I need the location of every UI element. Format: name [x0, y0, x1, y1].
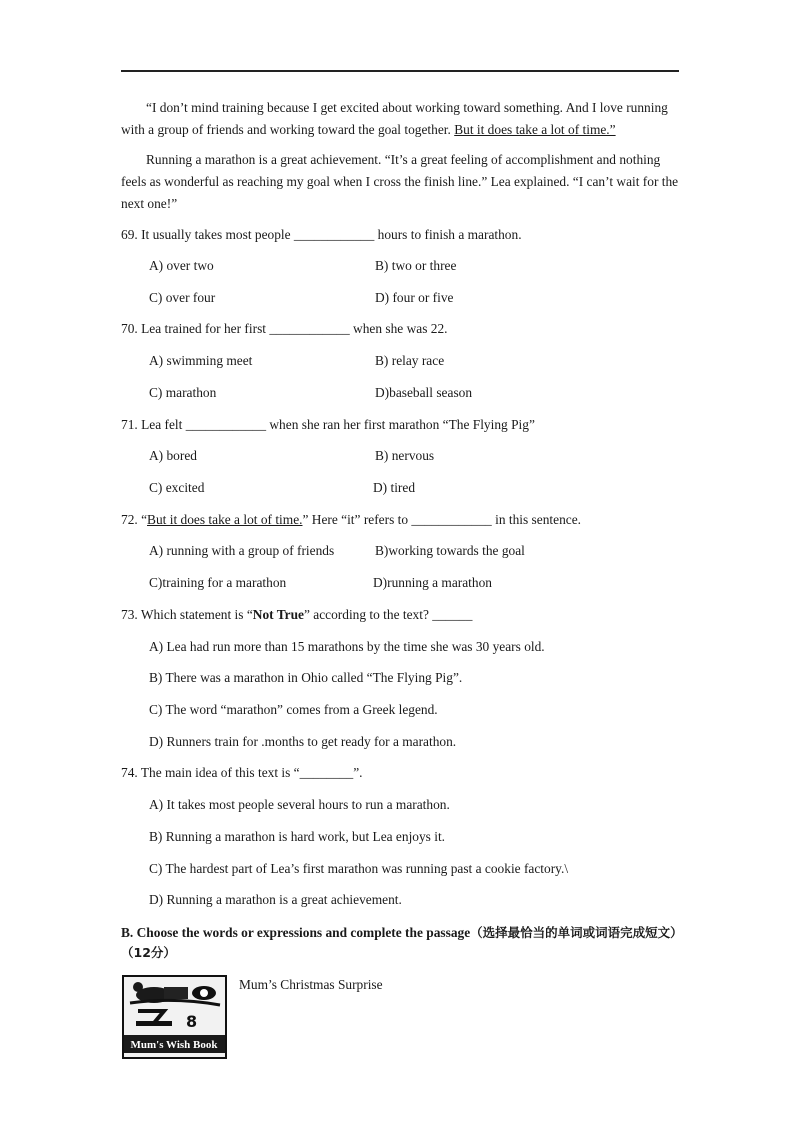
question-72-option-c[interactable]: C)training for a marathon — [149, 575, 287, 590]
question-73-option-d[interactable]: D) Runners train for .months to get ready for a marathon. — [149, 734, 457, 749]
question-72-stem: 72. “But it does take a lot of time.” Here “it” refers to ____________ in this sentence. — [121, 512, 581, 527]
question-70-option-c[interactable]: C) marathon — [149, 385, 217, 400]
question-74-option-c[interactable]: C) The hardest part of Lea’s first marathon was running past a cookie factory.\ — [149, 861, 569, 876]
question-69-option-b[interactable]: B) two or three — [375, 258, 457, 273]
question-70-option-a[interactable]: A) swimming meet — [149, 353, 253, 368]
quoted-underlined-sentence: But it does take a lot of time. — [147, 512, 303, 527]
underlined-sentence: But it does take a lot of time.” — [454, 122, 616, 137]
question-71-option-b[interactable]: B) nervous — [375, 448, 435, 463]
question-73-option-a[interactable]: A) Lea had run more than 15 marathons by the time she was 30 years old. — [149, 639, 545, 654]
question-69-option-a[interactable]: A) over two — [149, 258, 214, 273]
question-74-stem: 74. The main idea of this text is “________”. — [121, 765, 363, 780]
question-73-option-b[interactable]: B) There was a marathon in Ohio called “The Flying Pig”. — [149, 670, 463, 685]
question-70-option-b[interactable]: B) relay race — [375, 353, 445, 368]
question-70-option-d[interactable]: D)baseball season — [375, 385, 473, 400]
question-71-option-d[interactable]: D) tired — [373, 480, 416, 495]
question-70-stem: 70. Lea trained for her first ____________ when she was 22. — [121, 321, 448, 336]
question-72-option-b[interactable]: B)working towards the goal — [375, 543, 525, 558]
mums-wish-book-logo — [122, 975, 227, 1059]
question-72-option-a[interactable]: A) running with a group of friends — [149, 543, 335, 558]
question-73-option-c[interactable]: C) The word “marathon” comes from a Greek legend. — [149, 702, 438, 717]
question-73-stem: 73. Which statement is “Not True” according to the text? ______ — [121, 607, 473, 622]
question-74-option-d[interactable]: D) Running a marathon is a great achievement. — [149, 892, 402, 907]
passage-paragraph-2: Running a marathon is a great achievement. “It’s a great feeling of accomplishment and nothing feels as wonderful as reaching my goal when I cross the finish line.” Lea explained. “I can’t wait for the next one!” — [121, 152, 679, 211]
question-72-option-d[interactable]: D)running a marathon — [373, 575, 492, 590]
svg-text:Mum's Wish Book: Mum's Wish Book — [130, 1039, 218, 1051]
question-71-stem: 71. Lea felt ____________ when she ran her first marathon “The Flying Pig” — [121, 417, 535, 432]
question-69-option-c[interactable]: C) over four — [149, 290, 216, 305]
svg-text:8: 8 — [186, 1012, 198, 1031]
question-71-option-c[interactable]: C) excited — [149, 480, 205, 495]
not-true-emphasis: Not True — [252, 607, 304, 622]
header-rule — [121, 70, 679, 72]
passage-paragraph-1: “I don’t mind training because I get excited about working toward something. And I love running with a group of friends and working toward the goal together. But it does take a lot of time.” — [121, 100, 668, 137]
question-69-stem: 69. It usually takes most people ____________ hours to finish a marathon. — [121, 227, 522, 242]
wish-book-logo-graphic — [124, 977, 225, 1057]
section-b-heading: B. Choose the words or expressions and complete the passage（选择最恰当的单词或词语完成短文）（12分） — [121, 925, 677, 960]
question-74-option-b[interactable]: B) Running a marathon is hard work, but Lea enjoys it. — [149, 829, 446, 844]
question-71-option-a[interactable]: A) bored — [149, 448, 197, 463]
article-title: Mum’s Christmas Surprise — [239, 977, 383, 992]
question-69-option-d[interactable]: D) four or five — [375, 290, 454, 305]
question-74-option-a[interactable]: A) It takes most people several hours to run a marathon. — [149, 797, 450, 812]
